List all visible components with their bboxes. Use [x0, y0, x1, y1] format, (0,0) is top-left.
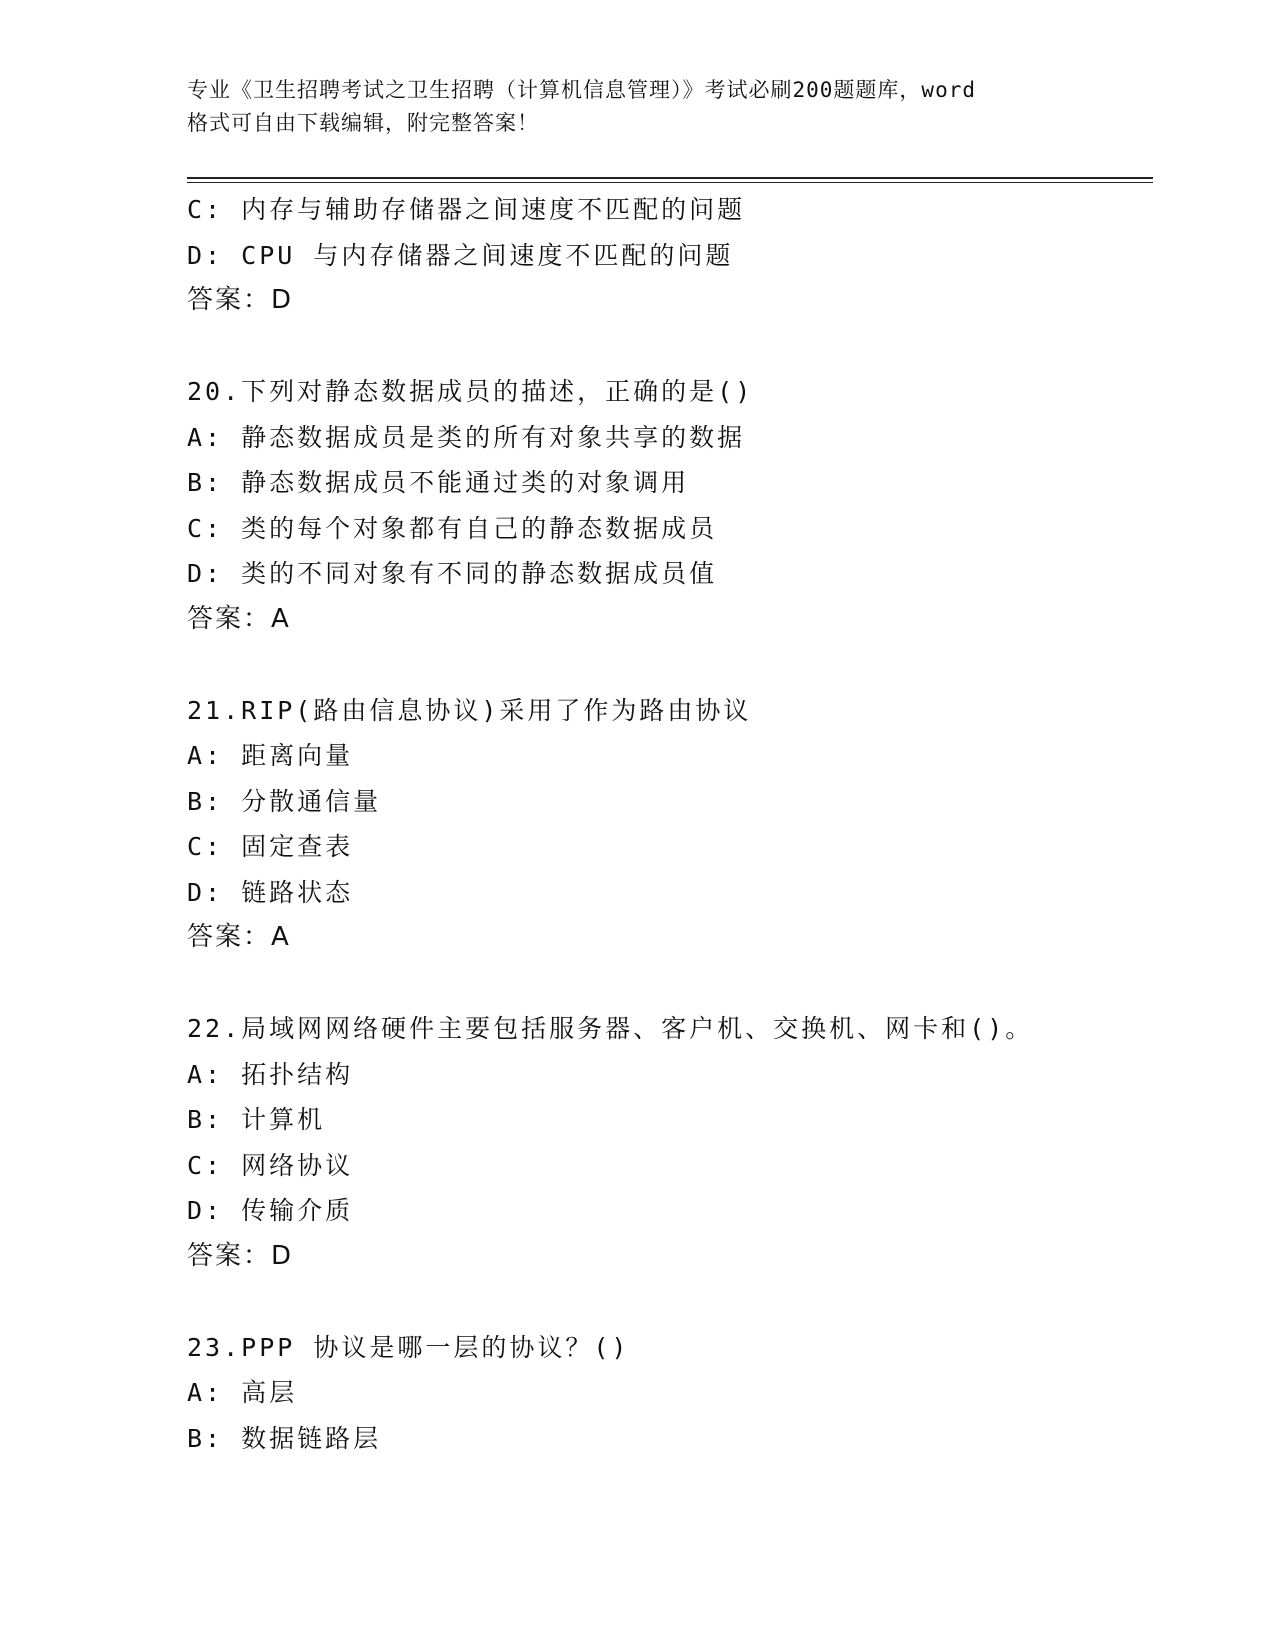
- option-c: C: 类的每个对象都有自己的静态数据成员: [187, 513, 718, 543]
- question-block-22: [187, 1006, 1153, 1279]
- answer-line: 答案：D: [187, 1240, 294, 1271]
- option-c: C: 内存与辅助存储器之间速度不匹配的问题: [187, 195, 746, 224]
- header-divider-thin: [187, 182, 1153, 183]
- question-stem: 20.下列对静态数据成员的描述，正确的是(): [187, 377, 754, 406]
- header-line-1: 专业《卫生招聘考试之卫生招聘（计算机信息管理）》考试必刷200题题库，word: [187, 78, 976, 102]
- option-a: A: 静态数据成员是类的所有对象共享的数据: [187, 422, 746, 452]
- option-c: C: 固定查表: [187, 832, 354, 861]
- option-b: B: 计算机: [187, 1105, 326, 1134]
- question-stem: 23.PPP 协议是哪一层的协议？(): [187, 1332, 630, 1362]
- option-d: D: 传输介质: [187, 1196, 354, 1225]
- option-d: D: 类的不同对象有不同的静态数据成员值: [187, 559, 718, 588]
- question-block-21: [187, 688, 1153, 961]
- spacer: [187, 1279, 1153, 1325]
- question-stem: 21.RIP(路由信息协议)采用了作为路由协议: [187, 695, 752, 725]
- option-b: B: 静态数据成员不能通过类的对象调用: [187, 468, 690, 497]
- option-d: D: CPU 与内存储器之间速度不匹配的问题: [187, 240, 734, 270]
- answer-line: 答案：A: [187, 603, 291, 634]
- option-a: A: 高层: [187, 1378, 298, 1407]
- question-list: [187, 187, 1153, 1461]
- question-stem: 22.局域网网络硬件主要包括服务器、客户机、交换机、网卡和()。: [187, 1014, 1034, 1043]
- question-block-23: [187, 1325, 1153, 1462]
- option-a: A: 距离向量: [187, 741, 354, 770]
- spacer: [187, 642, 1153, 688]
- answer-line: 答案：D: [187, 285, 294, 315]
- spacer: [187, 961, 1153, 1007]
- option-b: B: 数据链路层: [187, 1423, 382, 1453]
- question-block-previous: [187, 187, 1153, 324]
- option-a: A: 拓扑结构: [187, 1059, 354, 1089]
- answer-line: 答案：A: [187, 922, 291, 952]
- header-divider-thick: [187, 177, 1153, 179]
- option-d: D: 链路状态: [187, 877, 354, 907]
- option-c: C: 网络协议: [187, 1150, 354, 1180]
- spacer: [187, 324, 1153, 370]
- question-block-20: [187, 369, 1153, 642]
- header-line-2: 格式可自由下载编辑，附完整答案！: [187, 111, 539, 135]
- document-header: [187, 74, 1087, 140]
- option-b: B: 分散通信量: [187, 786, 382, 816]
